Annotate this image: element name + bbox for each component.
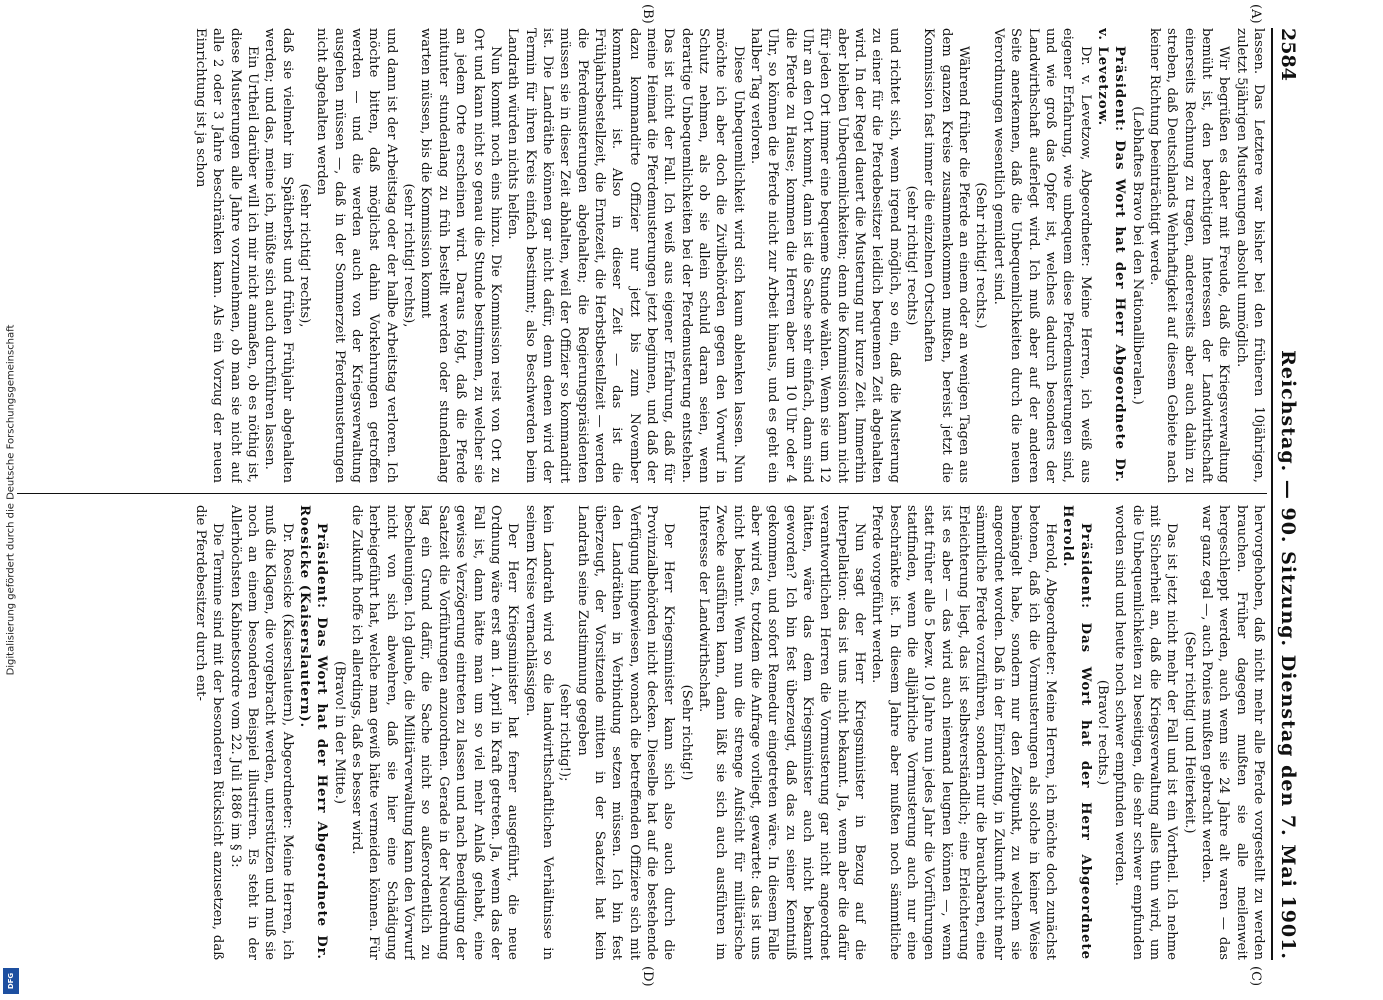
stage-direction: (Sehr richtig!) [678, 684, 694, 781]
speaker-line: Präsident: Das Wort hat der Herr Abgeordnete Dr. v. Levetzow. [1094, 28, 1128, 483]
left-text-column [17, 28, 1267, 483]
paragraph: Dr. Roesicke (Kaiserslautern), Abgeordneter: Meine Herren, ich muß die Klagen, die vorgebracht werden, unterstützen und muß sie noch an einem besonderen Beispiel illustriren. Es steht in der Allerhöchsten Kabinetsordre vom 22. Juli 1886 im § 3: [227, 505, 295, 960]
stage-direction: (Bravo! in der Mitte.) [331, 661, 347, 804]
paragraph: Das ist jetzt nicht mehr der Fall und ist ein Vortheil. Ich nehme mit Sicherheit an, daß die Kriegsverwaltung alles thun wird, um die Unbequemlichkeiten zu beseitigen, die sehr schwer empfunden worden sind und heute noch schwer empfunden werden. [1112, 505, 1180, 960]
right-text-column [17, 505, 1267, 960]
stage-direction: (Lebhaftes Bravo bei den Nationalliberalen.) [1129, 106, 1145, 405]
stage-direction: (sehr richtig! rechts) [904, 185, 920, 326]
page-header [1271, 28, 1303, 960]
paragraph: Nun kommt noch eins hinzu. Die Kommission reist von Ort zu Ort und kann nicht so genau die Stunde bestimmen, zu welcher sie an jedem Orte erscheinen wird. Daraus folgt, daß die Pferde mitunter stundenlang zu früh bestellt werden oder stundenlang warten müssen, bis die Kommission kommt [418, 28, 503, 483]
stage-direction: (sehr richtig! rechts), [297, 183, 313, 328]
paragraph: und dann ist der Arbeitstag oder der halbe Arbeitstag verloren. Ich möchte bitten, daß möglichst dahin Vorkehrungen getroffen werden — und die werden auch von der Kriegsverwaltung ausgehen müssen —, daß in der Sommerzeit Pferdemusterungen nicht abgehalten werden [314, 28, 399, 483]
paragraph: Dr. v. Levetzow, Abgeordneter: Meine Herren, ich weiß aus eigener Erfahrung, wie unbequem diese Pferdemusterungen sind, und wie groß das Opfer ist, welches dadurch besonders der Landwirthschaft auferlegt wird. Ich muß aber auf der anderen Seite anerkennen, daß die Unbequemlichkeiten durch die neuen Verordnungen wesentlich gemildert sind. [990, 28, 1093, 483]
speaker-line: Präsident: Das Wort hat der Herr Abgeordnete Herold. [1060, 505, 1093, 960]
paragraph: Der Herr Kriegsminister kann sich also auch durch die Provinzialbehörden nicht decken. Dieselbe hat auf die bestehende Verfügung hingewiesen, wonach die betreffenden Offiziere sich mit den Landräthen in Verbindung setzen müssen. Ich bin fest überzeugt, der Vorsitzende mitten in der Saatzeit hat kein Landrath seine Zustimmung gegeben [574, 505, 677, 960]
margin-mark-b: (B) [640, 4, 655, 24]
paragraph: Nun sagt der Herr Kriegsminister in Bezug auf die Interpellation: das ist uns nicht bekannt. Ja, wenn aber die dafür verantwortlichen Herren die Vormusterung gar nicht angeordnet hätten, wäre das dem Kriegsminister auch nicht bekannt geworden? Ich bin fest überzeugt, daß das zu seiner Kenntniß gekommen, und sofort Remedur eingetreten wäre. In diesem Falle aber wird es, trotzdem die Anfrage vorliegt, gewartet: das ist uns nicht bekannt. Wenn nun die strenge Aufsicht für militärische Zwecke ausführen kann, dann läßt sie sich auch ausführen im Interesse der Landwirthschaft. [696, 505, 868, 960]
stage-direction: (Sehr richtig! und Heiterkeit.) [1181, 631, 1197, 834]
stage-direction: (Sehr richtig! rechts.) [973, 182, 989, 329]
paragraph: Diese Unbequemlichkeit wird sich kaum ablenken lassen. Nun möchte ich aber doch die Zivilbehörden gegen den Vorwurf in Schutz nehmen, als ob sie allein schuld daran seien, wenn derartige Unbequemlichkeiten bei der Pferdemusterung entstehen. Das ist nicht der Fall. Ich weiß aus eigener Erfahrung, daß für meine Heimat die Pferdemusterungen jetzt beginnen, und daß der dazu kommandirte Offizier nur jetzt bis zum November kommandirt ist. Also in dieser Zeit — das ist die Frühjahrsbestellzeit, die Erntezeit, die Herbstbestellzeit — werden die Pferdemusterungen abgehalten; die Regierungspräsidenten müssen sie in dieser Zeit abhalten, weil der Offizier so kommandirt ist. Die Landräthe können gar nicht dafür, denn denen wird der Termin für ihren Kreis einfach bestimmt; also Beschwerden beim Landrath würden nichts helfen. [505, 28, 746, 483]
margin-mark-c: (C) [1248, 966, 1263, 987]
paragraph: Herold, Abgeordneter: Meine Herren, ich möchte doch zunächst betonen, daß ich die Vormusterungen als solche in keiner Weise bemängelt habe, sondern nur den Zeitpunkt, zu welchem sie angeordnet worden. Daß in der Einrichtung, in Zukunft nicht mehr sämmtliche Pferde vorzuführen, sondern nur die brauchbaren, eine Erleichterung liegt, das ist selbstverständlich; eine Erleichterung ist es aber — das wird auch niemand leugnen können —, wenn statt früher alle 5 bezw. 10 Jahre nun jedes Jahr die Vorführungen stattfinden, wenn die alljährliche Vormusterung auch nur eine beschränkte ist. In diesem Jahre aber mußten noch sämmtliche Pferde vorgeführt werden. [869, 505, 1058, 960]
paragraph: und richtet sich, wenn irgend möglich, so ein, daß die Musterung zu einer für die Pferdebesitzer leidlich bequemen Zeit abgehalten wird. In der Regel dauert die Musterung nur kurze Zeit. Immerhin aber bleiben Unbequemlichkeiten; denn die Kommission kann nicht für jeden Ort immer eine bequeme Stunde wählen. Wenn sie um 12 Uhr an den Ort kommt, dann ist die Sache sehr einfach, dann sind die Pferde zu Hause; kommen die Herren aber um 10 Uhr oder 4 Uhr, so können die Pferde nicht zur Arbeit hinaus, und es geht ein halber Tag verloren. [748, 28, 902, 483]
paragraph: Wir begrüßen es daher mit Freude, daß die Kriegsverwaltung bemüht ist, den berechtigten Interessen der Landwirthschaft einerseits Rechnung zu tragen, andererseits aber auch dahin zu streben, daß Deutschlands Wehrhaftigkeit auf diesem Gebiete nach keiner Richtung beeinträchtigt werde. [1146, 28, 1232, 483]
quotation: Die Termine sind mit der besonderen Rücksicht anzusetzen, daß die Pferdebesitzer durch ent- [193, 505, 226, 960]
margin-mark-d: (D) [640, 966, 655, 987]
paragraph: Ein Urtheil darüber will ich mir nicht anmaßen, ob es nöthig ist, diese Musterungen alle Jahre vorzunehmen, ob man sie nicht auf alle 2 oder 3 Jahre beschränken kann. Als ein Vorzug der neuen Einrichtung ist ja schon [193, 28, 261, 483]
stage-direction: (Bravo! rechts.) [1094, 679, 1110, 786]
digitization-credit-strip [0, 0, 22, 1000]
column-divider [17, 493, 1267, 494]
margin-mark-a: (A) [1248, 4, 1263, 24]
page-number: 2584 [1277, 28, 1299, 81]
digitization-credit: Digitalisierung gefördert durch die Deutsche Forschungsgemeinschaft [5, 324, 17, 676]
paragraph: lassen. Das Letztere war bisher bei den früheren 10jährigen, zuletzt 5jährigen Musterungen absolut unmöglich. [1233, 28, 1266, 483]
speaker-line: Präsident: Das Wort hat der Herr Abgeordnete Dr. Roesicke (Kaiserslautern). [297, 505, 330, 960]
paragraph: Während früher die Pferde an einem oder an wenigen Tagen aus dem ganzen Kreise zusammenkommen mußten, bereist jetzt die Kommission fast immer die einzelnen Ortschaften [921, 28, 972, 483]
dfg-logo-text: DFG [7, 972, 15, 990]
page-title: Reichstag. — 90. Sitzung. Dienstag den 7. Mai 1901. [1277, 350, 1299, 960]
paragraph: kein Landrath wird so die landwirthschaftlichen Verhältnisse in seinem Kreise vernachlässigen. [522, 505, 555, 960]
paragraph: Der Herr Kriegsminister hat ferner ausgeführt, die neue Ordnung wäre erst am 1. April in Kraft getreten. Ja, wenn das der Fall ist, dann hätte man um so viel mehr Anlaß gehabt, eine gewisse Verzögerung eintreten zu lassen und nach Beendigung der Saatzeit die Vorführungen anzuordnen. Gerade in der Neuordnung lag ein Grund dafür, die Sache nicht so außerordentlich zu beschleunigen. Ich glaube, die Militärverwaltung kann den Vorwurf nicht von sich abwehren, daß sie hier eine Schädigung herbeigeführt hat, welche man gewiß hätte vermeiden können. Für die Zukunft hoffe ich allerdings, daß es besser wird. [349, 505, 521, 960]
stage-direction: (sehr richtig! rechts), [401, 183, 417, 328]
dfg-logo-icon [3, 968, 19, 994]
paragraph: daß sie vielmehr im Spätherbst und frühen Frühjahr abgehalten werden; und das, meine ich, müßte sich auch durchführen lassen. [262, 28, 295, 483]
paragraph: hervorgehoben, daß nicht mehr alle Pferde vorgestellt zu werden brauchen. Früher dagegen mußten sie alle meilenweit hergeschleppt werden, auch wenn sie 24 Jahre alt waren — das war ganz egal —, auch Ponies mußten gebracht werden. [1198, 505, 1266, 960]
stage-direction: (sehr richtig!); [557, 683, 573, 782]
